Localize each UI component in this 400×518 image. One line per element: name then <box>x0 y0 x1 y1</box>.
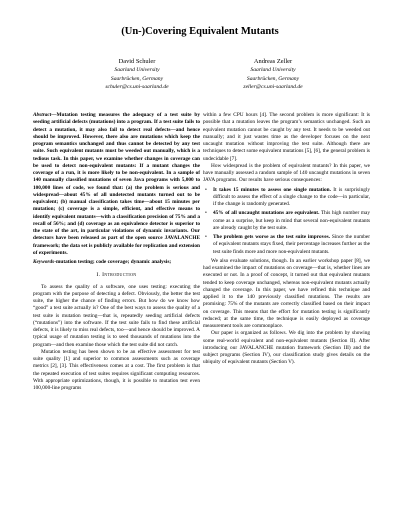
abstract-text: —Mutation testing measures the adequacy of a test suite by seeding artificial defects (mutations) into a program. If a test suite fails to detect a mutation, it may also fail to detect real defects—and hence should be improved. However, there also are mutations which keep the program semantics unchanged and thus cannot be detected by any test suite. Such equivalent mutants must be weeded out manually, which is a tedious task. In this paper, we examine whether changes in coverage can be used to detect non-equivalent mutants: If a mutant changes the coverage of a run, it is more likely to be non-equivalent. In a sample of 140 manually classified mutations of seven Java programs with 5,000 to 100,000 lines of code, we found that: (a) the problem is serious and widespread—about 45% of all undetected mutants turned out to be equivalent; (b) manual classification takes time—about 15 minutes per mutation; (c) coverage is a simple, efficient, and effective means to identify equivalent mutants—with a classification precision of 75% and a recall of 56%; and (d) coverage as an equivalence detector is superior to the state of the art, in particular violations of dynamic invariants. Our detectors have been released as part of the open source JAVALANCHE framework; the data set is publicly available for replication and extension of experiments. <box>33 112 200 256</box>
author-city: Saarbrücken, Germany <box>246 75 300 82</box>
author-name: David Schuler <box>118 58 156 65</box>
author-affiliation: Saarland University <box>114 67 160 74</box>
intro-paragraph-1: To assess the quality of a software, one uses testing: executing the program with the purpose of detecting a defect. Obviously, the better the test suite, the higher the chance of finding errors. But how do we know how “good” a test suite actually is? One of the best ways to assess the quality of a test suite is mutation testing—that is, repeatedly seeding artificial defects (“mutations”) into the software. If the test suite fails to find these artificial defects, it is likely to miss real defects, too—and hence should be improved. A typical usage of mutation testing is to seed thousands of mutations into the program—and then examine those which the test suite did not catch. <box>33 283 200 348</box>
abstract-lead: Abstract <box>33 112 52 118</box>
author-name: Andreas Zeller <box>253 58 293 65</box>
abstract <box>33 112 200 257</box>
author-city: Saarbrücken, Germany <box>110 75 164 82</box>
right-paragraph-1: within a few CPU hours [4]. The second problem is more significant: It is possible that a mutation leaves the program’s semantics unchanged. Such an equivalent mutation cannot be caught by any test. It needs to be weeded out manually; and it just wastes time as the developer focuses on the next uncaught mutation without improving the test suite. Although there are techniques to detect some equivalent mutations [5], [6], the general problem is undecidable [7]. <box>203 112 370 162</box>
section-heading-introduction: I. Introduction <box>96 272 137 279</box>
right-column <box>203 112 370 367</box>
list-item <box>205 210 370 232</box>
bullet-icon: • <box>205 210 207 217</box>
right-paragraph-2: How widespread is the problem of equivalent mutants? In this paper, we have manually assessed a random sample of 140 uncaught mutations in seven JAVA programs. Our results have serious consequences: <box>203 162 370 184</box>
consequences-list <box>203 187 370 256</box>
author-email: schuler@cs.uni-saarland.de <box>105 84 169 91</box>
keywords-text: -mutation testing; code coverage; dynamic analysis; <box>54 259 172 265</box>
list-item-lead: It takes 15 minutes to assess one single mutation. <box>213 186 331 193</box>
intro-paragraph-2: Mutation testing has been shown to be an effective assessment for test suite quality [1] and superior to common assessments such as coverage metrics [2], [3]. This effectiveness comes at a cost. The first problem is that the repeated execution of test suites requires significant computing resources. With appropriate optimizations, though, it is possible to mutation test even 100,000-line programs <box>33 348 200 391</box>
bullet-icon: • <box>205 234 207 240</box>
author-email: zeller@cs.uni-saarland.de <box>243 84 303 91</box>
author-block-2 <box>198 58 348 92</box>
list-item-text: Since the number of equivalent mutants stays fixed, their percentage increases further as the test suite finds more and more non-equivalent mutants. <box>213 234 370 255</box>
keywords <box>33 259 200 266</box>
right-paragraph-4: Our paper is organized as follows. We dig into the problem by showing some real-world equivalent and non-equivalent mutants (Section II). After introducing our JAVALANCHE mutation framework (Section III) and the subject programs (Section IV), our classification study gives details on the ubiquity of equivalent mutants (Section V). <box>203 330 370 366</box>
right-paragraph-3: We also evaluate solutions, though. In an earlier workshop paper [8], we had examined the impact of mutations on coverage—that is, whether lines are executed or not. In a proof of concept, it turned out that equivalent mutants tended to keep coverage unchanged, whereas non-equivalent mutants actually changed the coverage. In this paper, we have refined this technique and applied it to the 140 previously classified mutations. The results are promising: 75% of the mutants are correctly classified based on their impact on coverage. This means that the effort for mutation testing is significantly reduced; at the same time, the technique is easily deployed as coverage measurement tools are commonplace. <box>203 257 370 329</box>
author-affiliation: Saarland University <box>250 67 296 74</box>
list-item <box>205 234 370 256</box>
list-item-text: It is surprisingly difficult to assess the effect of a single change to the code—in particular, if the change is randomly generated. <box>213 186 370 207</box>
list-item-lead: 45% of all uncaught mutations are equivalent. <box>213 210 320 217</box>
list-item-lead: The problem gets worse as the test suite improves. <box>213 234 331 240</box>
keywords-lead: Keywords <box>33 259 55 265</box>
paper-title: (Un-)Covering Equivalent Mutants <box>121 26 279 37</box>
list-item-text: This high number may come as a surprise, but keep in mind that several non-equivalent mutants are already caught by the test suite. <box>213 210 370 231</box>
list-item <box>205 186 370 209</box>
left-column <box>33 112 200 392</box>
author-block-1 <box>62 58 212 92</box>
bullet-icon: • <box>205 186 207 193</box>
